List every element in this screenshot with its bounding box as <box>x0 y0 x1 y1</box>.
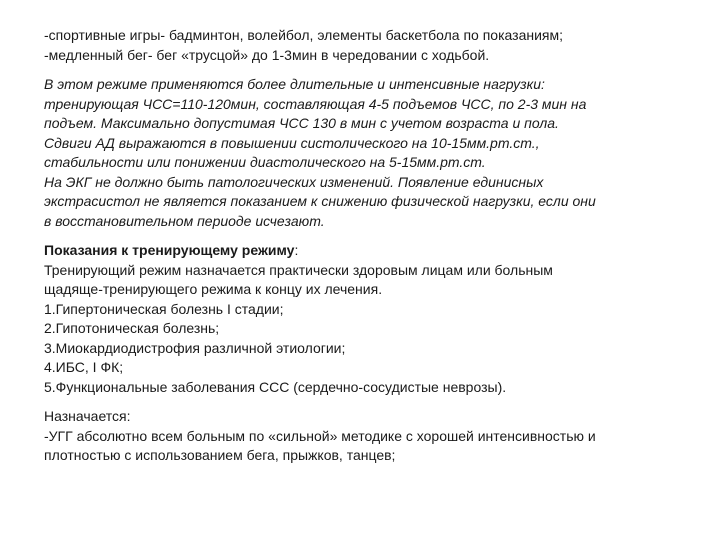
intro-line-running: -медленный бег- бег «трусцой» до 1-3мин в чередовании с ходьбой. <box>44 46 490 63</box>
regime-line: подъем. Максимально допустимая ЧСС 130 в мин с учетом возраста и пола. <box>44 115 559 131</box>
indications-list-item: 3.Миокардиодистрофия различной этиологии; <box>44 339 346 356</box>
regime-line: стабильности или понижении диастолического на 5-15мм.рт.ст. <box>44 154 486 170</box>
indications-list-item: 5.Функциональные заболевания ССС (сердечно-сосудистые неврозы). <box>44 378 507 395</box>
indications-section <box>44 241 694 397</box>
document-page <box>44 26 694 466</box>
indications-list-item: 1.Гипертоническая болезнь I стадии; <box>44 300 284 317</box>
prescribed-line: -УГГ абсолютно всем больным по «сильной» методике с хорошей интенсивностью и <box>44 427 596 444</box>
intro-list <box>44 26 694 65</box>
regime-line: На ЭКГ не должно быть патологических изменений. Появление единисных <box>44 173 544 190</box>
spacer <box>44 231 694 241</box>
indications-heading-line <box>44 241 694 261</box>
regime-line: Сдвиги АД выражаются в повышении систолического на 10-15мм.рт.ст., <box>44 134 540 151</box>
regime-line: в восстановительном периоде исчезают. <box>44 212 325 229</box>
indications-list-item: 4.ИБС, I ФК; <box>44 359 124 375</box>
spacer <box>44 65 694 75</box>
indications-line: Тренирующий режим назначается практически здоровым лицам или больным <box>44 261 553 278</box>
regime-line: экстрасистол не является показанием к снижению физической нагрузки, если они <box>44 193 596 209</box>
spacer <box>44 397 694 407</box>
intro-line-sports: -спортивные игры- бадминтон, волейбол, элементы баскетбола по показаниям; <box>44 27 564 43</box>
regime-line: тренирующая ЧСС=110-120мин, составляющая 4-5 подъемов ЧСС, по 2-3 мин на <box>44 95 587 112</box>
regime-line: В этом режиме применяются более длительные и интенсивные нагрузки: <box>44 76 545 92</box>
indications-heading: Показания к тренирующему режиму <box>44 242 295 258</box>
prescribed-heading: Назначается: <box>44 408 131 424</box>
prescribed-line: плотностью с использованием бега, прыжков, танцев; <box>44 447 396 463</box>
regime-paragraph <box>44 75 694 231</box>
prescribed-section <box>44 407 694 466</box>
indications-heading-colon: : <box>294 242 299 258</box>
indications-list-item: 2.Гипотоническая болезнь; <box>44 320 220 336</box>
indications-line: щадяще-тренирующего режима к концу их лечения. <box>44 281 383 297</box>
